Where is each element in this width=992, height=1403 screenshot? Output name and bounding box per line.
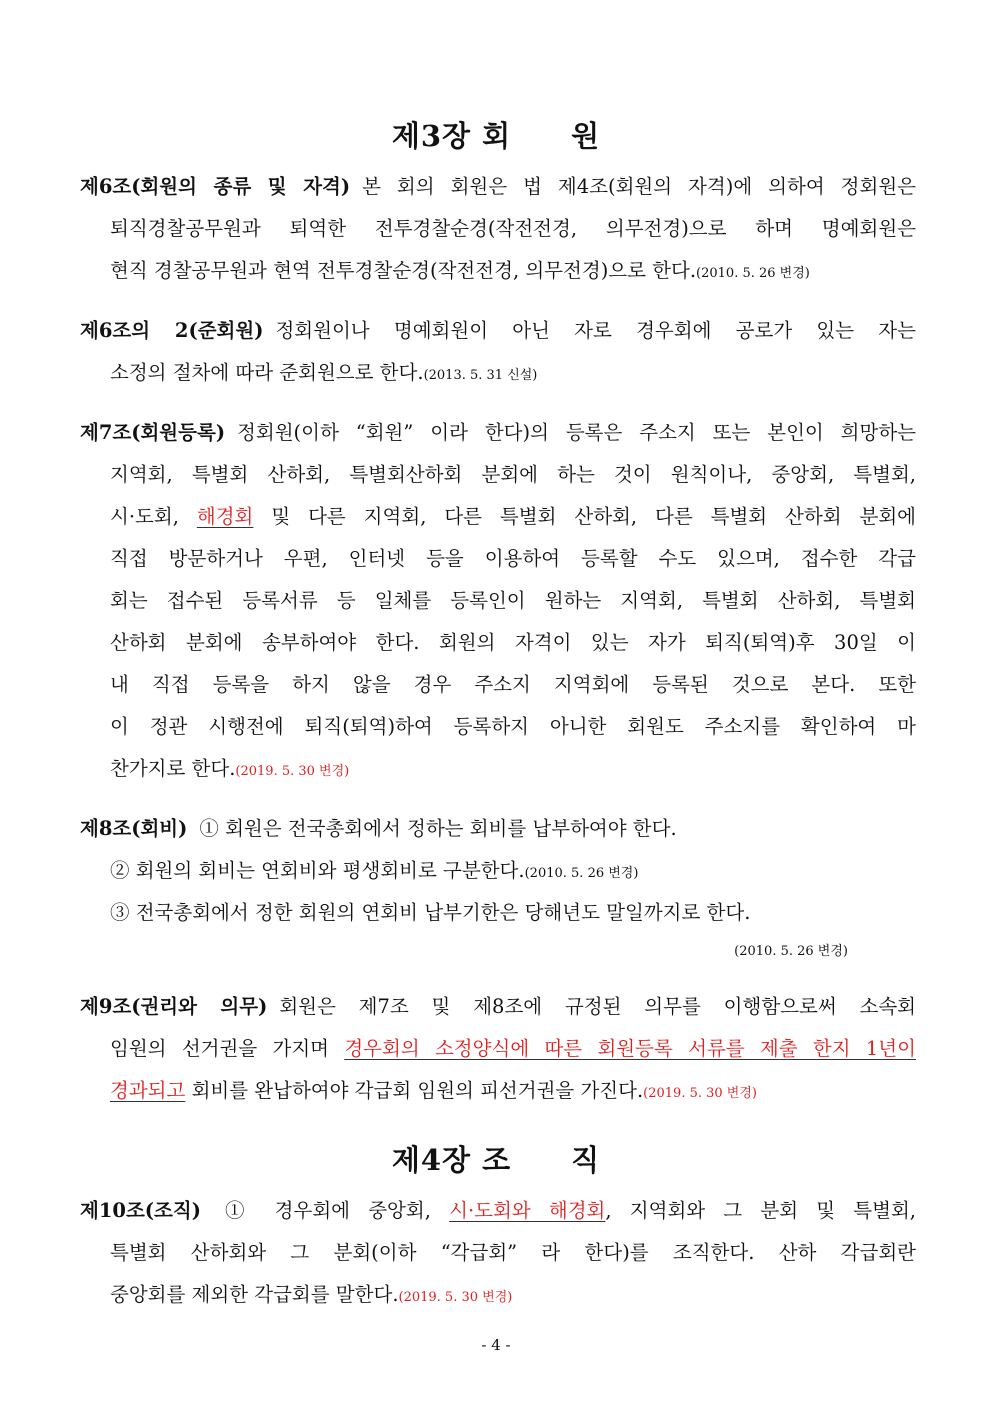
article-9-line-3: 경과되고 회비를 완납하여야 각급회 임원의 피선거권을 가진다.(2019. 5. 30 변경) [110, 1079, 757, 1102]
chapter-3-title [0, 114, 992, 155]
article-6-amend-note: (2010. 5. 26 변경) [696, 266, 810, 281]
article-7-line-5: 회는 접수된 등록서류 등 일체를 등록인이 원하는 지역회, 특별회 산하회, 특별회 [110, 589, 916, 612]
article-6-2-amend-note: (2013. 5. 31 신설) [423, 368, 538, 383]
article-7-line-2: 지역회, 특별회 산하회, 특별회산하회 분회에 하는 것이 원칙이나, 중앙회, 특별회, [110, 463, 916, 486]
article-8-amend-note-2: (2010. 5. 26 변경) [734, 944, 848, 959]
article-7-heading: 제7조(회원등록) [80, 421, 226, 444]
article-9-heading: 제9조(권리와 의무) [80, 995, 268, 1018]
article-9-amend-note: (2019. 5. 30 변경) [643, 1086, 757, 1101]
chapter-4-word-a: 조 [482, 1143, 512, 1177]
article-7-line-8: 이 정관 시행전에 퇴직(퇴역)하여 등록하지 아니한 회원도 주소지를 확인하여 마 [110, 715, 916, 738]
article-8-amend-note-1: (2010. 5. 26 변경) [524, 866, 639, 881]
article-8-line-3: ③ 전국총회에서 정한 회원의 연회비 납부기한은 당해년도 말일까지로 한다. [110, 901, 751, 924]
article-7-amended-text: 해경회 [196, 505, 254, 528]
article-9-amended-text-2: 경과되고 [110, 1079, 186, 1102]
article-10-line-2: 특별회 산하회와 그 분회(이하 “각급회” 라 한다)를 조직한다. 산하 각급회란 [110, 1241, 916, 1264]
article-6-line-2: 퇴직경찰공무원과 퇴역한 전투경찰순경(작전전경, 의무전경)으로 하며 명예회원은 [110, 217, 916, 240]
article-8-line-2: ② 회원의 회비는 연회비와 평생회비로 구분한다.(2010. 5. 26 변경) [110, 859, 639, 882]
article-7-line-7: 내 직접 등록을 하지 않을 경우 주소지 지역회에 등록된 것으로 본다. 또한 [110, 673, 916, 696]
article-7-line-3: 시·도회, 해경회 및 다른 지역회, 다른 특별회 산하회, 다른 특별회 산하회 분회에 [110, 505, 917, 528]
article-10-heading: 제10조(조직) [80, 1199, 201, 1222]
article-6-2-line-1: 제6조의 2(준회원) 정회원이나 명예회원이 아닌 자로 경우회에 공로가 있는 자는 [80, 319, 916, 342]
chapter-3-word-a: 회 [482, 119, 512, 153]
article-7-line-4: 직접 방문하거나 우편, 인터넷 등을 이용하여 등록할 수도 있으며, 접수한 각급 [110, 547, 916, 570]
article-9-line-2: 임원의 선거권을 가지며 경우회의 소정양식에 따른 회원등록 서류를 제출 한지 1년이 [110, 1037, 916, 1060]
article-6-2-line-2: 소정의 절차에 따라 준회원으로 한다.(2013. 5. 31 신설) [110, 361, 538, 384]
page-number: - 4 - [481, 1336, 511, 1354]
chapter-3-word-b: 원 [571, 119, 601, 153]
article-6-line-1: 제6조(회원의 종류 및 자격) 본 회의 회원은 법 제4조(회원의 자격)에 의하여 정회원은 [80, 175, 916, 198]
article-9-amended-text-1: 경우회의 소정양식에 따른 회원등록 서류를 제출 한지 1년이 [344, 1037, 916, 1060]
chapter-4-number: 제4장 [391, 1143, 472, 1177]
chapter-4-title [0, 1138, 992, 1179]
article-6-line-3: 현직 경찰공무원과 현역 전투경찰순경(작전전경, 의무전경)으로 한다.(2010. 5. 26 변경) [110, 259, 810, 282]
article-6-heading: 제6조(회원의 종류 및 자격) [80, 175, 351, 198]
article-10-amend-note: (2019. 5. 30 변경) [398, 1290, 513, 1305]
article-6-2-heading: 제6조의 2(준회원) [80, 319, 264, 342]
chapter-4-word-b: 직 [571, 1143, 601, 1177]
article-10-line-3: 중앙회를 제외한 각급회를 말한다.(2019. 5. 30 변경) [110, 1283, 513, 1306]
article-7-line-9: 찬가지로 한다.(2019. 5. 30 변경) [110, 757, 350, 780]
article-8-line-1: 제8조(회비) ① 회원은 전국총회에서 정하는 회비를 납부하여야 한다. [80, 817, 677, 840]
article-7-amend-note: (2019. 5. 30 변경) [235, 764, 350, 779]
article-9-line-1: 제9조(권리와 의무) 회원은 제7조 및 제8조에 규정된 의무를 이행함으로써 소속회 [80, 995, 917, 1018]
article-10-amended-text: 시·도회와 해경회 [449, 1199, 606, 1222]
article-8-heading: 제8조(회비) [80, 817, 188, 840]
chapter-3-number: 제3장 [391, 119, 472, 153]
article-10-line-1: 제10조(조직) ① 경우회에 중앙회, 시·도회와 해경회, 지역회와 그 분회 및 특별회, [80, 1199, 916, 1222]
article-7-line-6: 산하회 분회에 송부하여야 한다. 회원의 자격이 있는 자가 퇴직(퇴역)후 30일 이 [110, 631, 916, 654]
article-7-line-1: 제7조(회원등록) 정회원(이하 “회원” 이라 한다)의 등록은 주소지 또는 본인이 희망하는 [80, 421, 916, 444]
